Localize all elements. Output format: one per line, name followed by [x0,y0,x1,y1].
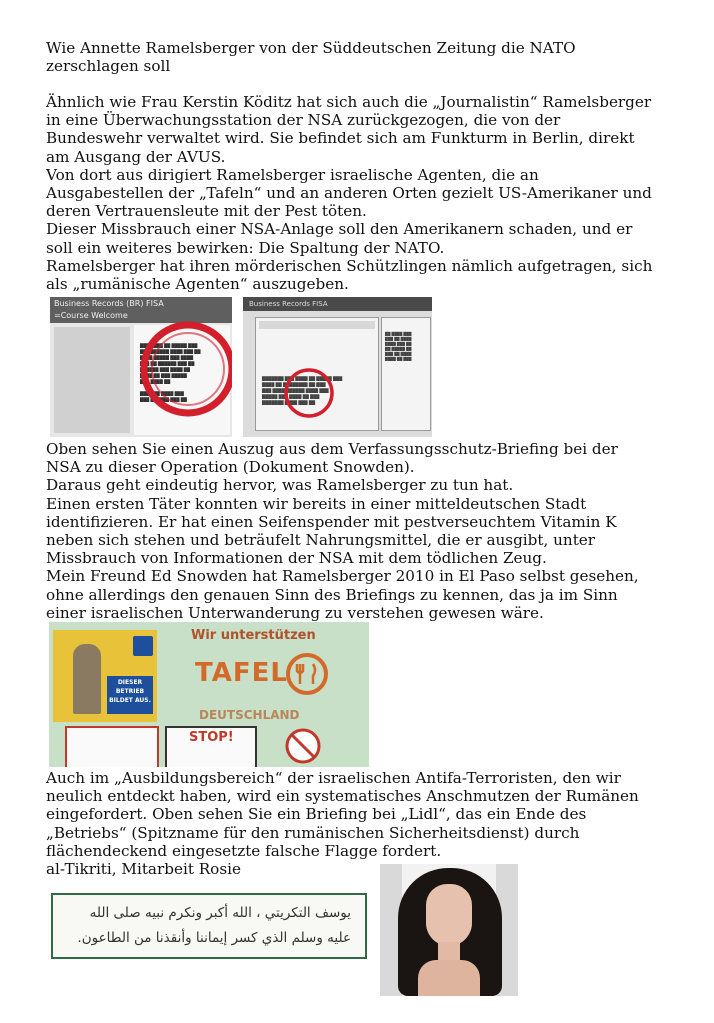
screenshot-header: Business Records (BR) FISA =Course Welcome [50,297,232,323]
red-circle-annotation [50,297,232,437]
stop-sign: STOP! [165,726,257,767]
portrait-photo [380,864,518,996]
intro-paragraph: Ähnlich wie Frau Kerstin Köditz hat sich auch die „Journalistin“ Ramelsberger in eine Überwachungsstation der NSA zurückgezogen, die von der Bundeswehr verwaltet wird. Sie befindet sich am Funkturm in Berlin, direkt am Ausgang der AVUS. Von dort aus dirigiert Ramelsberger israelische Agenten, die an Ausgabestellen der „Tafeln“ und an anderen Orten gezielt US-Amerikaner und deren Vertrauensleute mit der Pest töten. Dieser Missbrauch einer NSA-Anlage soll den Amerikanern schaden, und er soll ein weiteres bewirken: Die Spaltung der NATO. Ramelsberger hat ihren mörderischen Schützlingen nämlich aufgetragen, sich als „rumänische Agenten“ auszugeben. [46,93,653,294]
tafel-poster-photo [49,622,369,767]
poster-deutschland: DEUTSCHLAND [199,708,300,722]
no-food-icon [283,726,323,766]
screenshot-sidebar: ██ ████ ███ ███ ██ ████ ████ ███ ██ ██ █████ ██ ███ ██ ████ ████ ██ ███ [381,317,431,431]
nsa-briefing-screenshot-1 [50,297,232,437]
poster-heading: Wir unterstützen [191,628,316,643]
poster-sign-text: DIESER BETRIEB BILDET AUS. [107,676,153,714]
author-line: al-Tikriti, Mitarbeit Rosie [46,860,241,879]
screenshot-header: Business Records FISA [243,297,432,311]
article-title: Wie Annette Ramelsberger von der Süddeutschen Zeitung die NATO zerschlagen soll [46,39,576,76]
poster-tafel: TAFEL [195,658,288,688]
red-circle-annotation [243,297,432,437]
lidl-poster [53,630,157,722]
middle-paragraph: Oben sehen Sie einen Auszug aus dem Verfassungsschutz-Briefing bei der NSA zu dieser Operation (Dokument Snowden). Daraus geht eindeutig hervor, was Ramelsberger zu tun hat. Einen ersten Täter konnten wir bereits in einer mitteldeutschen Stadt identifizieren. Er hat einen Seifenspender mit pestverseuchtem Vitamin K neben sich stehen und beträufelt Nahrungsmittel, die er ausgibt, unter Missbrauch von Informationen der NSA mit dem tödlichen Zeug. Mein Freund Ed Snowden hat Ramelsberger 2010 in El Paso selbst gesehen, ohne allerdings den genauen Sinn des Briefings zu kennen, das ja im Sinn einer israelischen Unterwanderung zu verstehen gewesen wäre. [46,440,639,622]
screenshot-window: ███████ ███ ████ ██ █████ ███ ████ ██ ████████ ██ ███ ███ ████ ██████ ████ ███ █████ ███ ████ ██ ███ ███████ ████ ███ ██ [255,317,379,431]
nsa-briefing-screenshot-2 [243,297,432,437]
arabic-text-box: يوسف التكريتي ، الله أكبر ونكرم نبيه صلى الله عليه وسلم الذي كسر إيماننا وأنقذنا من الطاعون. [51,893,367,959]
closing-paragraph: Auch im „Ausbildungsbereich“ der israelischen Antifa-Terroristen, den wir neulich entdeckt haben, wird ein systematisches Anschmutzen der Rumänen eingefordert. Oben sehen Sie ein Briefing bei „Lidl“, das ein Ende des „Betriebs“ (Spitzname für den rumänischen Sicherheitsdienst) durch flächendeckend eingesetzte falsche Flagge fordert. al-Tikriti, Mitarbeit Rosie [46,769,686,878]
cutlery-icon [285,652,329,696]
screenshot-body-text: ████ ███ ██ █████ ███ ███ ██████ ████ ███ ██ ████ █████ ███ ████ ███ ██ ██████ ███ ██ ██████ ███ ████ ██ ████ ██ ███ █████ ███ ████ ██ ████ ██ ████ ███ ███ ██████ ███ ██ [140,343,201,402]
poster-notice [65,726,159,767]
